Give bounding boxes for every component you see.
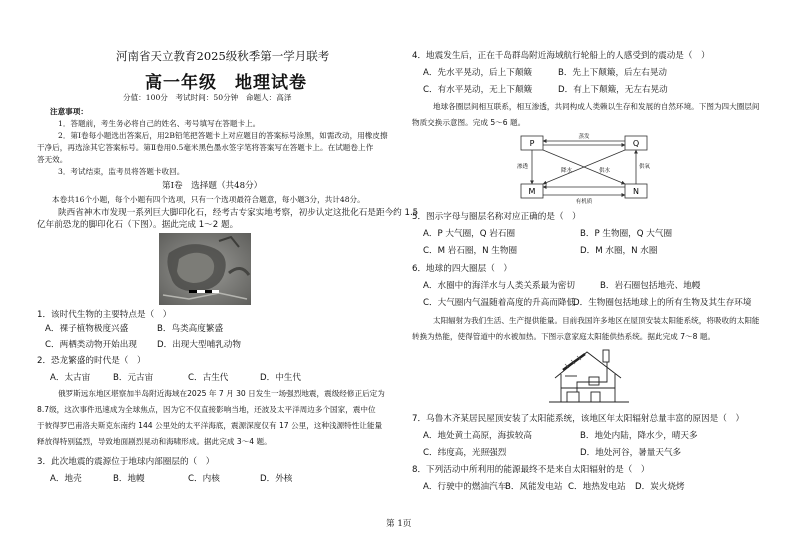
question-stem: 4．地震发生后，正在千岛群岛附近海域航行轮船上的人感受到的震动是（ ） [412,51,710,61]
option: C．纬度高，光照强烈 [423,448,507,458]
option: B．地处内陆，降水少，晴天多 [580,431,698,441]
arrow-label: 有机质 [575,199,593,204]
option: C．两栖类动物开始出现 [45,340,137,350]
section-desc: 本卷共16个小题，每个小题有四个选项，只有一个选项最符合题意，每小题3分，共计48分。 [52,195,365,204]
section-title: 第Ⅰ卷 选择题（共48分） [162,181,263,191]
passage-text: 释放得特别猛烈，导致地面剧烈晃动和海啸形成。据此完成 3～4 题。 [37,437,272,446]
passage-text: 8.7级，这次事件迅速成为全球焦点，因为它不仅直接影响当地，还波及太平洋周边多个国家，震中位 [37,405,376,414]
passage-text: 陕西省神木市发现一系列巨大脚印化石，经考古专家实地考察，初步认定这批化石是距今约 1.5 [58,208,419,218]
option: D．外核 [260,474,293,484]
option: D．炭火烧烤 [635,482,685,492]
option: B．元古宙 [113,373,154,383]
question-stem: 7．乌鲁木齐某居民屋顶安装了太阳能系统，该地区年太阳辐射总量丰富的原因是（ ） [412,414,745,424]
arrow-label: 供水 [599,168,611,174]
option: C．M 岩石圈，N 生物圈 [423,246,518,256]
option: B．先上下颠簸，后左右晃动 [558,68,668,78]
exam-meta: 分值：100分 考试时间：50分钟 命题人：高泽 [123,93,292,102]
notice-item: 1．答题前，考生务必将自己的姓名、考号填写在答题卡上。 [58,119,261,128]
option: B．P 生物圈，Q 大气圈 [580,229,673,239]
option: C．地热发电站 [568,482,626,492]
passage-text: 亿年前恐龙的脚印化石（下图）。据此完成 1～2 题。 [37,220,239,230]
question-stem: 8．下列活动中所利用的能源最终不是来自太阳辐射的是（ ） [412,465,650,475]
node-label: N [633,187,639,196]
arrow-label: 蒸发 [578,134,590,140]
option: C．有水平晃动，无上下颠簸 [423,85,533,95]
option: A．地处黄土高原，海拔较高 [423,431,533,441]
option: A．先水平晃动，后上下颠簸 [423,68,533,78]
option: B．风能发电站 [505,482,563,492]
option: A．水圈中的海洋水与人类关系最为密切 [423,281,575,291]
option: D．生物圈包括地球上的所有生物及其生存环境 [573,298,752,308]
notice-heading: 注意事项： [50,107,88,116]
option: D．M 水圈，N 水圈 [580,246,658,256]
arrow-label: 供氧 [639,164,651,170]
question-stem: 5．图示字母与圈层名称对应正确的是（ ） [412,212,581,222]
exam-title: 河南省天立教育2025级秋季第一学月联考 [116,49,330,63]
notice-item: 干净后，再选涂其它答案标号。第Ⅱ卷用0.5毫米黑色墨水签字笔将答案写在答题卡上。在试题卷上作 [37,143,374,152]
question-stem: 6．地球的四大圈层（ ） [412,264,512,274]
node-label: P [529,139,535,148]
option: D．有上下颠簸，无左右晃动 [558,85,668,95]
option: A．太古宙 [50,373,91,383]
solar-heating-house-illustration [547,346,631,404]
option: D．中生代 [260,373,301,383]
passage-text: 太阳辐射为我们生活、生产提供能量。目前我国许多地区在屋顶安装太阳能系统，将吸收的太阳能 [433,316,760,325]
option: B．岩石圈包括地壳、地幔 [600,281,701,291]
notice-item: 3．考试结束，监考员将答题卡收回。 [58,167,185,176]
arrow-label: 渗透 [517,164,529,170]
passage-text: 转换为热能，使得管道中的水被加热。下图示意家庭太阳能供热系统。据此完成 7～8 题。 [412,332,716,341]
option: A．地壳 [50,474,82,484]
option: C．大气圈内气温随着高度的升高而降低 [423,298,576,308]
passage-text: 地球各圈层间相互联系，相互渗透，共同构成人类赖以生存和发展的自然环境。下图为四大圈层间 [433,102,760,111]
notice-item: 2．第Ⅰ卷每小题选出答案后，用2B铅笔把答题卡上对应题目的答案标号涂黑，如需改动，用橡皮擦 [58,131,388,140]
notice-item: 答无效。 [37,155,68,164]
arrow-label: 降水 [561,168,573,174]
option: B．地幔 [113,474,145,484]
sphere-exchange-diagram [513,130,663,204]
dinosaur-footprint-fossil-image [159,233,251,305]
page-number: 第 1页 [386,519,412,529]
option: C．内核 [188,474,220,484]
passage-text: 物质交换示意图。完成 5～6 题。 [412,118,526,127]
passage-text: 俄罗斯远东地区堪察加半岛附近海域在2025 年 7 月 30 日发生一场强烈地震，震级经修正后定为 [58,389,385,398]
option: D．出现大型哺乳动物 [157,340,241,350]
passage-text: 于彼得罗巴甫洛夫斯克东南约 144 公里处的太平洋海底，震源深度仅有 17 公里，这种浅源特性让能量 [37,421,383,430]
node-label: Q [632,139,640,148]
option: B．鸟类高度繁盛 [157,324,224,334]
option: D．地处河谷，暑量天气多 [580,448,682,458]
question-stem: 1．该时代生物的主要特点是（ ） [37,310,172,320]
option: A．行驶中的燃油汽车 [423,482,507,492]
question-stem: 2．恐龙繁盛的时代是（ ） [37,356,146,366]
subject-title: 高一年级 地理试卷 [145,73,307,93]
option: C．古生代 [188,373,229,383]
node-label: M [528,187,536,196]
question-stem: 3．此次地震的震源位于地球内部圈层的（ ） [37,457,215,467]
option: A．P 大气圈，Q 岩石圈 [423,229,516,239]
option: A．裸子植物极度兴盛 [45,324,129,334]
